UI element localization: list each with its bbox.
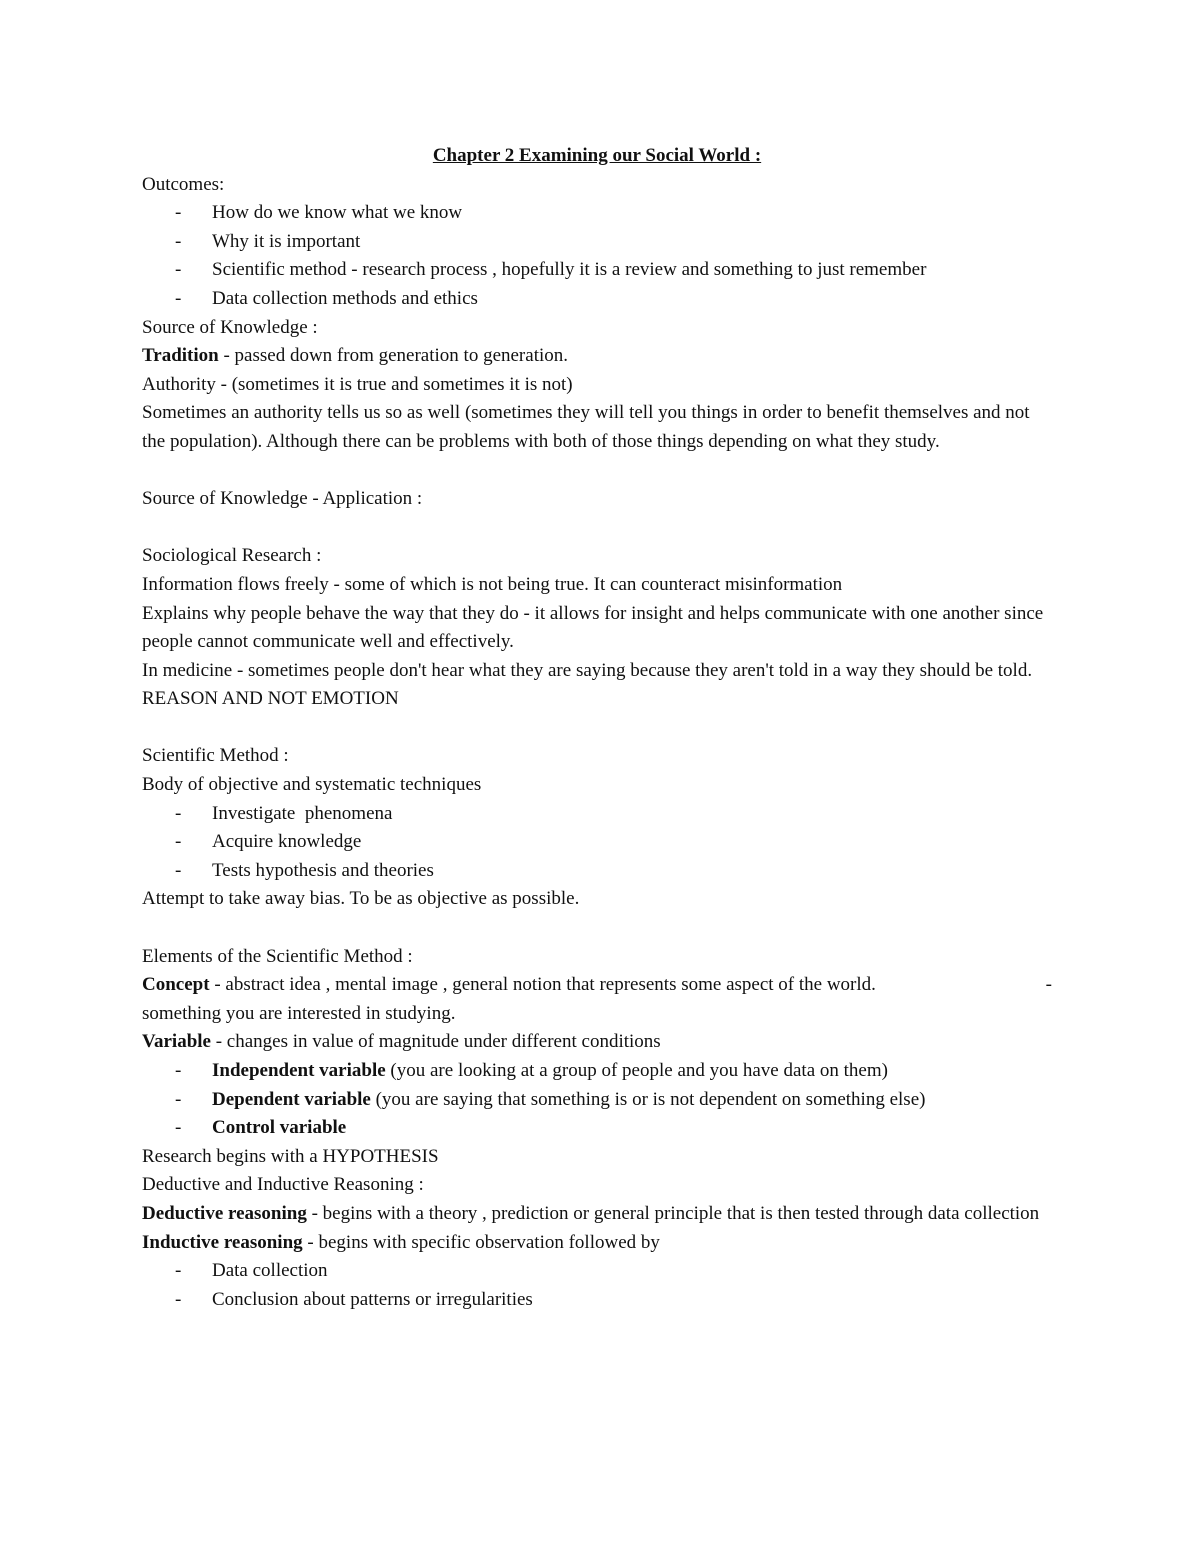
list-item: - Data collection xyxy=(142,1257,1052,1286)
variable-line: Variable - changes in value of magnitude under different conditions xyxy=(142,1031,661,1053)
variable-term: Variable xyxy=(142,1031,211,1053)
document-page xyxy=(142,142,1052,1314)
paragraph: Body of objective and systematic techniques xyxy=(142,774,482,796)
list-item: - Why it is important xyxy=(142,228,1052,257)
list-item: - Scientific method - research process , hopefully it is a review and something to just remember xyxy=(142,256,1052,285)
list-bullet: - xyxy=(175,287,182,309)
concept-dash: - xyxy=(1045,974,1052,996)
list-bullet: - xyxy=(175,1088,182,1110)
application-heading: Source of Knowledge - Application : xyxy=(142,488,423,510)
tradition-line: Tradition - passed down from generation to generation. xyxy=(142,345,569,367)
list-item: - Data collection methods and ethics xyxy=(142,285,1052,314)
paragraph: In medicine - sometimes people don't hear what they are saying because they aren't told in a way they should be told. xyxy=(142,659,1033,681)
list-item: - Tests hypothesis and theories xyxy=(142,857,1052,886)
paragraph: Research begins with a HYPOTHESIS xyxy=(142,1145,439,1167)
page-title: Chapter 2 Examining our Social World : xyxy=(432,145,762,166)
inductive-term: Inductive reasoning xyxy=(142,1231,303,1253)
paragraph: REASON AND NOT EMOTION xyxy=(142,688,399,710)
list-item: - How do we know what we know xyxy=(142,199,1052,228)
spacer xyxy=(142,914,1052,943)
elements-heading: Elements of the Scientific Method : xyxy=(142,945,413,967)
list-bullet: - xyxy=(175,259,182,281)
scientific-heading: Scientific Method : xyxy=(142,745,289,767)
list-bullet: - xyxy=(175,1117,182,1139)
list-item: - Conclusion about patterns or irregularities xyxy=(142,1286,1052,1315)
list-bullet: - xyxy=(175,802,182,824)
inductive-line: Inductive reasoning - begins with specific observation followed by xyxy=(142,1231,660,1253)
sociological-heading: Sociological Research : xyxy=(142,545,322,567)
outcomes-heading: Outcomes: xyxy=(142,173,225,195)
spacer xyxy=(142,514,1052,543)
spacer xyxy=(142,457,1052,486)
tradition-term: Tradition xyxy=(142,345,219,367)
spacer xyxy=(142,714,1052,743)
authority-note: Sometimes an authority tells us so as well (sometimes they will tell you things in order to benefit themselves and not the population). Although there can be problems with both of those things depending on what they study. xyxy=(142,402,1030,452)
paragraph: Information flows freely - some of which is not being true. It can counteract misinformation xyxy=(142,573,843,595)
deductive-term: Deductive reasoning xyxy=(142,1202,307,1224)
concept-term: Concept xyxy=(142,974,210,996)
list-bullet: - xyxy=(175,1260,182,1282)
list-item: - Investigate phenomena xyxy=(142,800,1052,829)
reasoning-heading: Deductive and Inductive Reasoning : xyxy=(142,1174,424,1196)
list-item: - Dependent variable (you are saying that something is or is not dependent on something else) xyxy=(142,1086,1052,1115)
concept-line: Concept - abstract idea , mental image , general notion that represents some aspect of the world. - xyxy=(142,971,1052,1000)
list-item: - Acquire knowledge xyxy=(142,828,1052,857)
list-bullet: - xyxy=(175,831,182,853)
paragraph: Explains why people behave the way that they do - it allows for insight and helps communicate with one another since people cannot communicate well and effectively. xyxy=(142,602,1044,653)
list-bullet: - xyxy=(175,859,182,881)
list-bullet: - xyxy=(175,1288,182,1310)
deductive-line: Deductive reasoning - begins with a theory , prediction or general principle that is then tested through data collection xyxy=(142,1202,1040,1224)
list-bullet: - xyxy=(175,1060,182,1081)
list-item: - Control variable xyxy=(142,1114,1052,1143)
list-bullet: - xyxy=(175,230,182,252)
paragraph: Attempt to take away bias. To be as objective as possible. xyxy=(142,888,580,910)
authority-line: Authority - (sometimes it is true and sometimes it is not) xyxy=(142,373,573,395)
list-item: - Independent variable (you are looking at a group of people and you have data on them) xyxy=(142,1057,1052,1086)
concept-continuation: something you are interested in studying. xyxy=(142,1002,456,1024)
list-bullet: - xyxy=(175,202,182,224)
source-heading: Source of Knowledge : xyxy=(142,316,318,338)
